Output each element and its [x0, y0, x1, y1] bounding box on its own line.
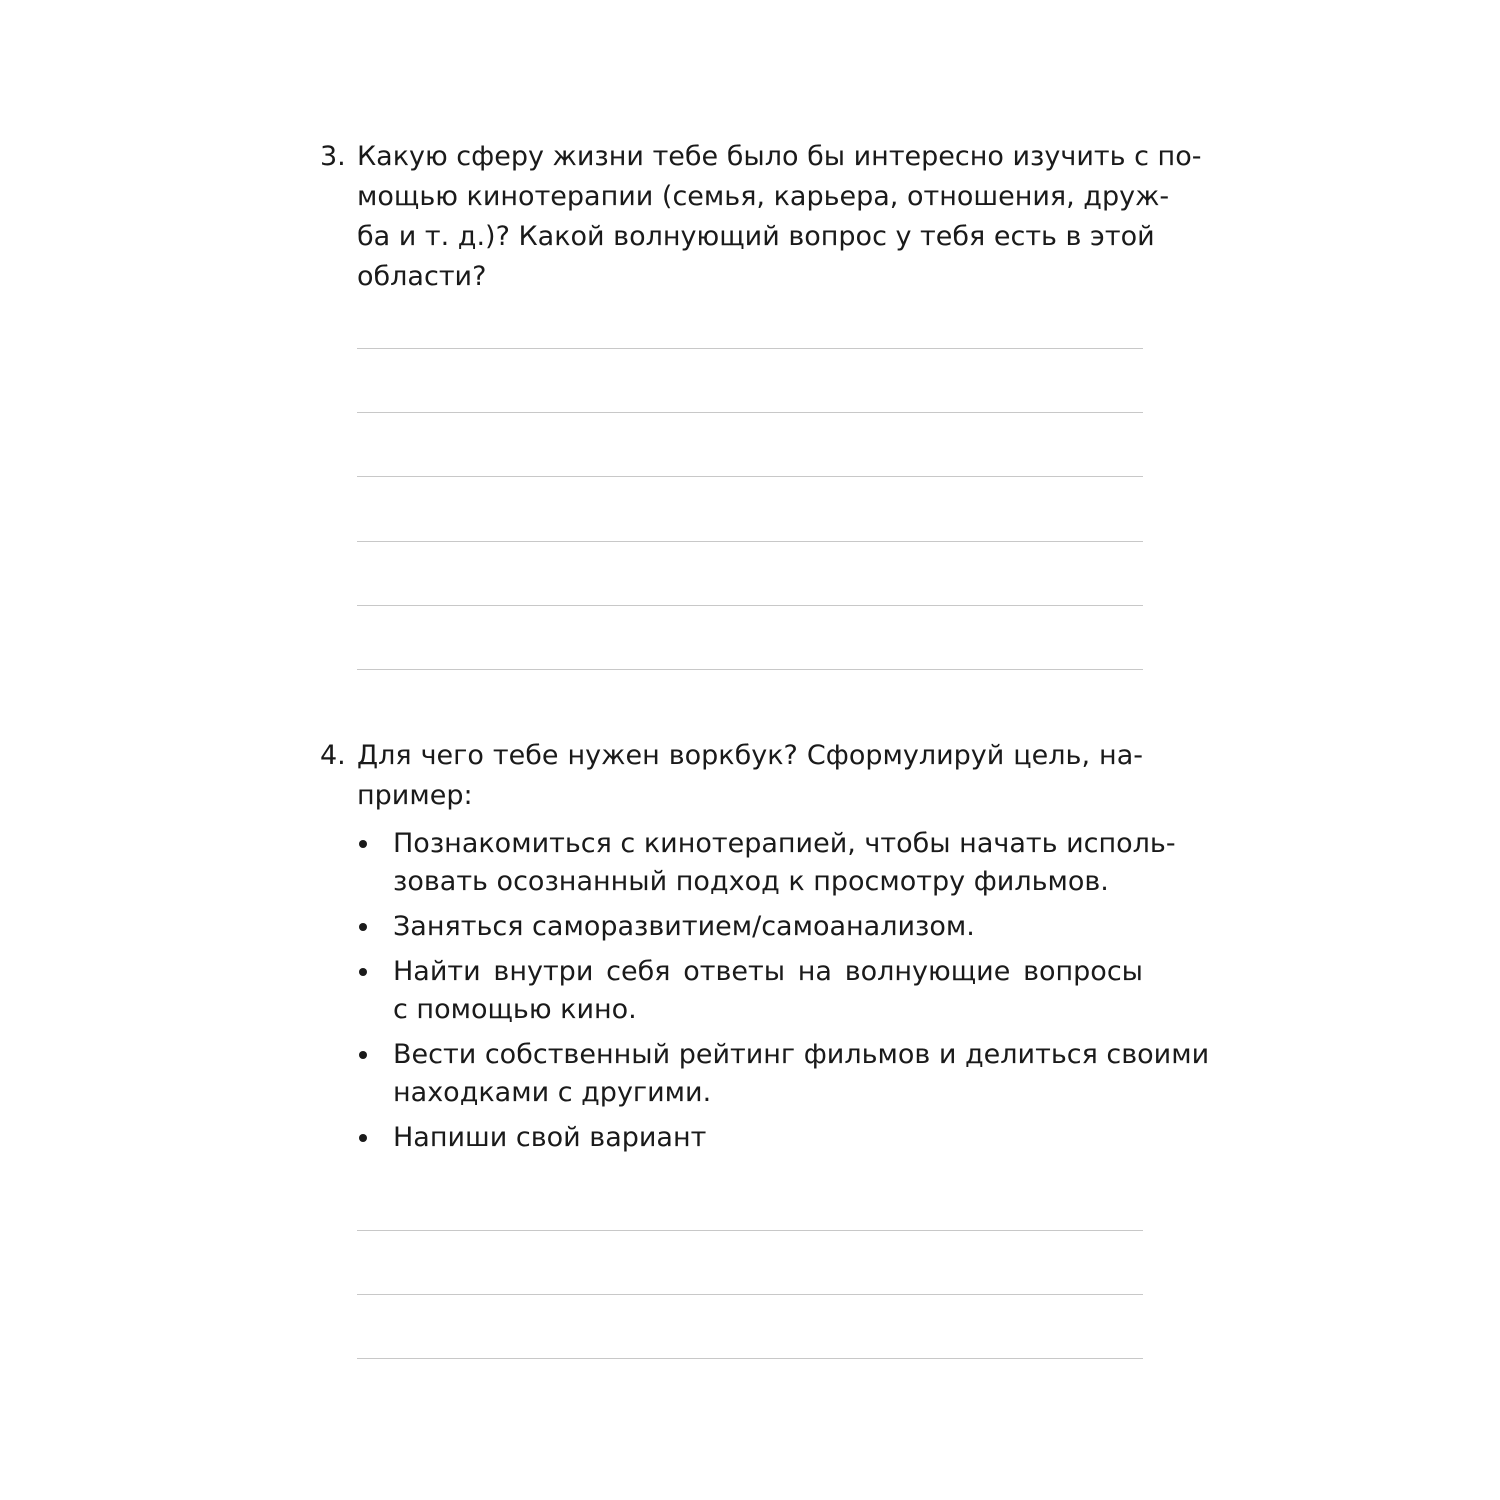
list-item-line: Напиши свой вариант: [393, 1122, 707, 1153]
list-item-line: Познакомиться с кинотерапией, чтобы начать исполь-: [393, 828, 1176, 859]
answer-line[interactable]: [357, 1294, 1143, 1295]
list-item-line: Вести собственный рейтинг фильмов и делиться своими: [393, 1039, 1210, 1070]
list-item: [357, 1119, 1143, 1157]
bullet-icon: [359, 1051, 367, 1059]
question-3-line: мощью кинотерапии (семья, карьера, отношения, друж-: [357, 181, 1170, 212]
list-item: [357, 825, 1176, 901]
question-4-number: 4.: [320, 740, 346, 771]
question-3-line: ба и т. д.)? Какой волнующий вопрос у тебя есть в этой: [357, 221, 1155, 252]
list-item-text: [393, 1119, 1143, 1157]
question-4-text: [357, 736, 1143, 816]
bullet-icon: [359, 840, 367, 848]
list-item-line: зовать осознанный подход к просмотру фильмов.: [393, 866, 1109, 897]
question-3-text: [357, 137, 1202, 297]
list-item: [357, 1036, 1210, 1112]
answer-line[interactable]: [357, 476, 1143, 477]
list-item-text: [393, 953, 1143, 1029]
bullet-icon: [359, 968, 367, 976]
answer-line[interactable]: [357, 348, 1143, 349]
question-4-line: Для чего тебе нужен воркбук? Сформулируй цель, на-: [357, 740, 1143, 771]
question-3-line: области?: [357, 261, 487, 292]
bullet-icon: [359, 1134, 367, 1142]
question-4-line: пример:: [357, 780, 473, 811]
answer-line[interactable]: [357, 605, 1143, 606]
list-item-line: Найти внутри себя ответы на волнующие вопросы: [393, 956, 1143, 987]
question-3-number: 3.: [320, 141, 346, 172]
answer-line[interactable]: [357, 412, 1143, 413]
answer-line[interactable]: [357, 541, 1143, 542]
list-item-line: находками с другими.: [393, 1077, 712, 1108]
answer-line[interactable]: [357, 1230, 1143, 1231]
bullet-icon: [359, 923, 367, 931]
question-3-line: Какую сферу жизни тебе было бы интересно изучить с по-: [357, 141, 1202, 172]
list-item-text: [393, 1036, 1210, 1112]
list-item-line: с помощью кино.: [393, 994, 637, 1025]
goal-examples-list: [357, 825, 1210, 1164]
list-item: [357, 908, 1143, 946]
list-item-text: [393, 825, 1176, 901]
list-item-line: Заняться саморазвитием/самоанализом.: [393, 911, 975, 942]
list-item: [357, 953, 1143, 1029]
list-item-text: [393, 908, 1143, 946]
answer-line[interactable]: [357, 1358, 1143, 1359]
answer-line[interactable]: [357, 669, 1143, 670]
